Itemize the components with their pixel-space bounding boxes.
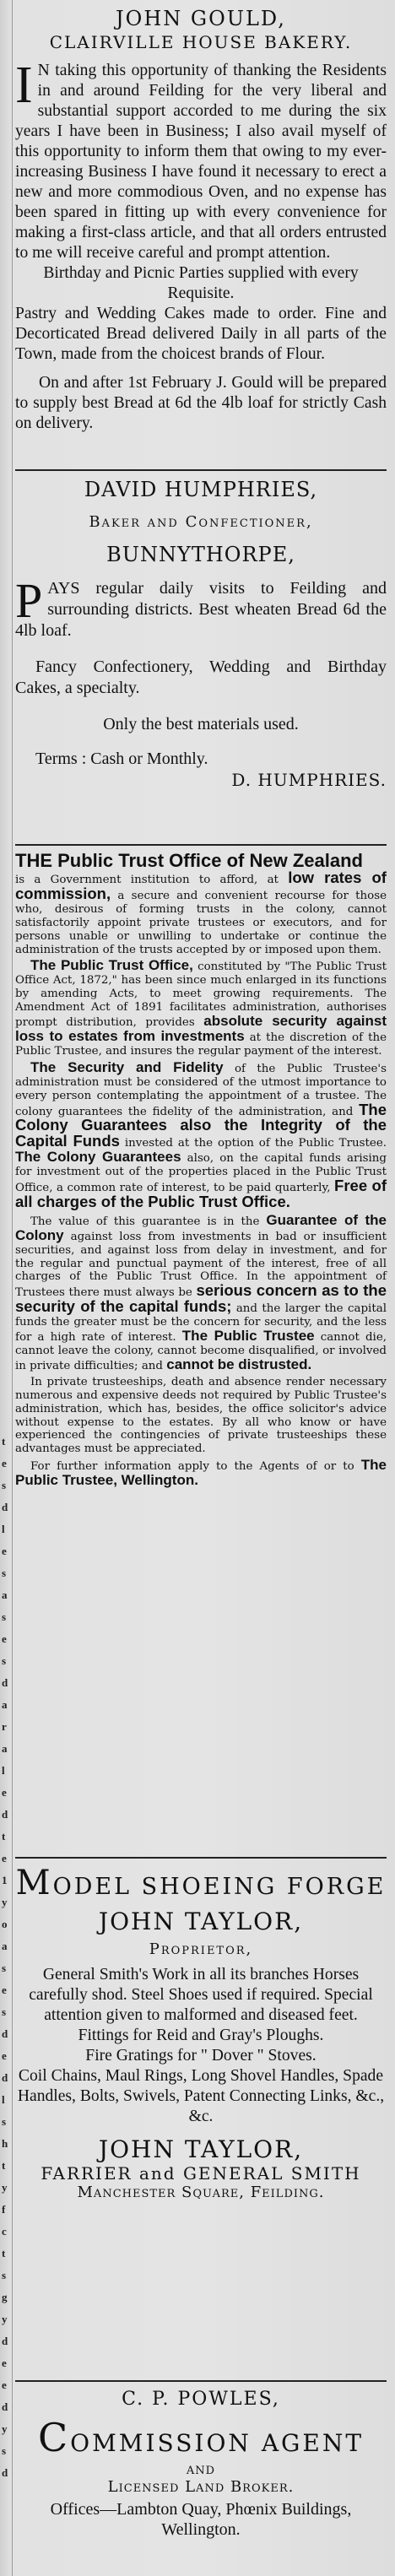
public-trust-para-2: The Public Trust Office, constituted by "The Public Trust Office Act, 1872," has been since much enlarged in its functions by amending Acts, to meet growing requirements. The Amendment Act of 1891 facilitates administration, authorises prompt distribution, provides absolute security against loss to estates from investments at the discretion of the Public Trustee, and insures the regular payment of the interest. <box>15 957 387 1058</box>
taylor-address: Manchester Square, Feilding. <box>77 2184 325 2201</box>
powles-subtitle: Licensed Land Broker. <box>107 2478 295 2496</box>
gould-name: JOHN GOULD, <box>116 7 286 30</box>
taylor-title: MODEL SHOEING FORGE <box>15 1864 387 1902</box>
humphries-para-1-text: AYS regular daily visits to Feilding and surrounding districts. Best wheaten Bread 6d the 4lb loaf. <box>15 579 387 640</box>
margin-fragment-char: e <box>2 1457 7 1469</box>
rule-4 <box>15 2380 387 2382</box>
taylor-role: Proprietor, <box>149 1940 253 1958</box>
margin-fragment-char: d <box>2 2071 8 2084</box>
powles-and: and <box>186 2460 216 2478</box>
rule-2 <box>15 844 387 846</box>
margin-fragment-char: g <box>2 2291 8 2303</box>
margin-fragment-char: l <box>2 2093 5 2106</box>
taylor-body-1: General Smith's Work in all its branches Horses carefully shod. Steel Shoes used if required. Special attention given to malformed and diseased feet. <box>29 1966 373 2024</box>
powles-advertisement <box>15 2389 387 2540</box>
taylor-name-2: JOHN TAYLOR, <box>98 2135 304 2163</box>
humphries-para-2: Fancy Confectionery, Wedding and Birthday Cakes, a specialty. <box>15 658 387 697</box>
powles-offices: Offices—Lambton Quay, Phœnix Buildings, Wellington. <box>50 2500 352 2539</box>
margin-fragment-char: f <box>2 2203 6 2216</box>
taylor-body-4: Coil Chains, Maul Rings, Long Shovel Handles, Spade Handles, Bolts, Swivels, Patent Connecting Links, &c., &c. <box>17 2067 385 2125</box>
taylor-role-2: FARRIER and GENERAL SMITH <box>41 2163 361 2184</box>
gould-para-2: On and after 1st February J. Gould will be prepared to supply best Bread at 6d the 4lb loaf for strictly Cash on delivery. <box>15 374 387 432</box>
powles-title: COMMISSION AGENT <box>37 2415 365 2460</box>
margin-fragment-char: e <box>2 1786 7 1799</box>
humphries-dropcap: P <box>15 573 43 628</box>
margin-fragment-char: s <box>2 1479 7 1491</box>
margin-fragment-char: d <box>2 2466 8 2479</box>
margin-fragment-char: d <box>2 2335 8 2347</box>
rule-1 <box>15 469 387 471</box>
margin-fragment-char: 1 <box>2 1874 8 1886</box>
public-trust-para-5: In private trusteeships, death and absence render necessary numerous and expensive deeds not required by Public Trustee's administration, which has, besides, the office solicitor's advice without expense to the estates. By all who know or have experienced the contingencies of private trusteeships these advantages must be appreciated. <box>15 1375 387 1456</box>
margin-fragment-char: s <box>2 1654 7 1667</box>
gould-para-1-text: N taking this opportunity of thanking the Residents in and around Feilding for the very liberal and substantial support accorded to me during the six years I have been in Business; I also avail myself of this opportunity to inform them that owing to my ever-increasing Business I have found it necessary to erect a new and more commodious Oven, and no expense has been spared in fitting up with every convenience for making a first-class article, and that all orders entrusted to me will receive careful and prompt attention. <box>15 62 387 262</box>
humphries-role: Baker and Confectioner, <box>89 513 313 531</box>
margin-fragment-char: d <box>2 1501 8 1513</box>
humphries-signature: D. HUMPHRIES. <box>231 770 387 790</box>
margin-fragment-char: y <box>2 2181 8 2194</box>
public-trust-intro: is a Government institution to afford, at low rates of commission, a secure and convenient recourse for those who, desirous of forming trusts in the colony, cannot satisfactorily appoint private trustees or executors, and for persons unable or unwilling to undertake or continue the administration of the trusts accepted by or imposed upon them. <box>15 869 387 956</box>
margin-fragment-char: s <box>2 1567 7 1579</box>
margin-fragment-char: e <box>2 1983 7 1996</box>
margin-fragment-char: e <box>2 1852 7 1864</box>
margin-fragment-char: l <box>2 1764 5 1777</box>
margin-fragment-char: y <box>2 2313 8 2325</box>
taylor-name: JOHN TAYLOR, <box>98 1908 304 1935</box>
margin-fragment-char: l <box>2 1523 5 1535</box>
public-trust-para-6: For further information apply to the Agents of or to The Public Trustee, Wellington. <box>15 1457 387 1489</box>
humphries-terms: Terms : Cash or Monthly. <box>35 750 208 768</box>
humphries-place: BUNNYTHORPE, <box>106 543 295 566</box>
margin-fragment-char: y <box>2 2422 8 2435</box>
low-rates: low rates of commission, <box>15 869 387 902</box>
margin-fragment-char: s <box>2 2005 7 2018</box>
margin-fragment-char: d <box>2 2027 8 2040</box>
margin-fragment-char: a <box>2 1742 8 1755</box>
margin-fragment-char: t <box>2 2159 6 2172</box>
margin-fragment-char: h <box>2 2137 8 2150</box>
margin-fragment-char: t <box>2 1435 6 1448</box>
taylor-body-3: Fire Gratings for " Dover " Stoves. <box>85 2047 317 2065</box>
rule-3 <box>15 1857 387 1859</box>
margin-fragment-char: d <box>2 2400 8 2413</box>
gould-pastry-line: Pastry and Wedding Cakes made to order. Fine and Decorticated Bread delivered Daily in all parts of the Town, made from the choicest brands of Flour. <box>15 305 387 363</box>
gould-advertisement <box>15 7 387 434</box>
margin-fragment-char: s <box>2 1962 7 1974</box>
taylor-advertisement <box>15 1864 387 2201</box>
gould-birthday-line: Birthday and Picnic Parties supplied with every Requisite. <box>43 264 359 302</box>
humphries-para-3: Only the best materials used. <box>103 715 299 733</box>
margin-fragment-char: s <box>2 2115 7 2128</box>
margin-fragment-char: d <box>2 1676 8 1689</box>
margin-fragment-char: e <box>2 2357 7 2369</box>
humphries-name: DAVID HUMPHRIES, <box>84 478 318 501</box>
margin-fragment-char: t <box>2 2247 6 2259</box>
gould-para-1 <box>15 57 387 263</box>
margin-fragment-char: s <box>2 2269 7 2281</box>
margin-fragment-char: o <box>2 1918 8 1930</box>
margin-fragment-char: d <box>2 1808 8 1821</box>
margin-fragment-char: y <box>2 1896 8 1908</box>
taylor-body-2: Fittings for Reid and Gray's Ploughs. <box>78 2027 324 2044</box>
margin-fragment-char: a <box>2 1588 8 1601</box>
margin-fragment-char: e <box>2 2378 7 2391</box>
left-margin-fragments <box>0 0 13 2576</box>
margin-fragment-char: e <box>2 2049 7 2062</box>
humphries-para-1 <box>15 573 387 641</box>
margin-fragment-char: s <box>2 1610 7 1623</box>
public-trust-para-3: The Security and Fidelity of the Public Trustee's administration must be considered of the utmost importance to every person contemplating the appointment of a trustee. The colony guarantees the fidelity of the administration, and The Colony Guarantees also the Integrity of the Capital Funds invested at the option of the Public Trustee. The Colony Guarantees also, on the capital funds arising for investment out of the properties placed in the Public Trust Office, a common rate of interest, to be paid quarterly, Free of all charges of the Public Trust Office. <box>15 1058 387 1210</box>
margin-fragment-char: e <box>2 1632 7 1645</box>
margin-fragment-char: a <box>2 1698 8 1711</box>
powles-name: C. P. POWLES, <box>122 2389 280 2410</box>
gould-subtitle: CLAIRVILLE HOUSE BAKERY. <box>49 32 353 52</box>
public-trust-heading: THE Public Trust Office of New Zealand <box>15 850 363 871</box>
gould-dropcap: I <box>15 57 33 114</box>
margin-fragment-char: a <box>2 1940 8 1952</box>
humphries-advertisement <box>15 478 387 790</box>
margin-fragment-char: t <box>2 1830 6 1843</box>
margin-fragment-char: r <box>2 1720 7 1733</box>
public-trust-advertisement <box>15 851 387 1491</box>
margin-fragment-char: s <box>2 2444 7 2457</box>
margin-fragment-char: c <box>2 2225 7 2238</box>
margin-fragment-char: e <box>2 1545 7 1557</box>
public-trust-para-4: The value of this guarantee is in the Guarantee of the Colony against loss from investments in bad or insufficient securities, and against loss from delay in investment, and for the regular and punctual payment of the interest, free of all charges of the Public Trust Office. In the appointment of Trustees there must always be serious concern as to the security of the capital funds; and the larger the capital funds the greater must be the concern for security, and the less for a high rate of interest. The Public Trustee cannot die, cannot leave the colony, cannot become disqualified, or involved in private difficulties; and cannot be distrusted. <box>15 1211 387 1372</box>
